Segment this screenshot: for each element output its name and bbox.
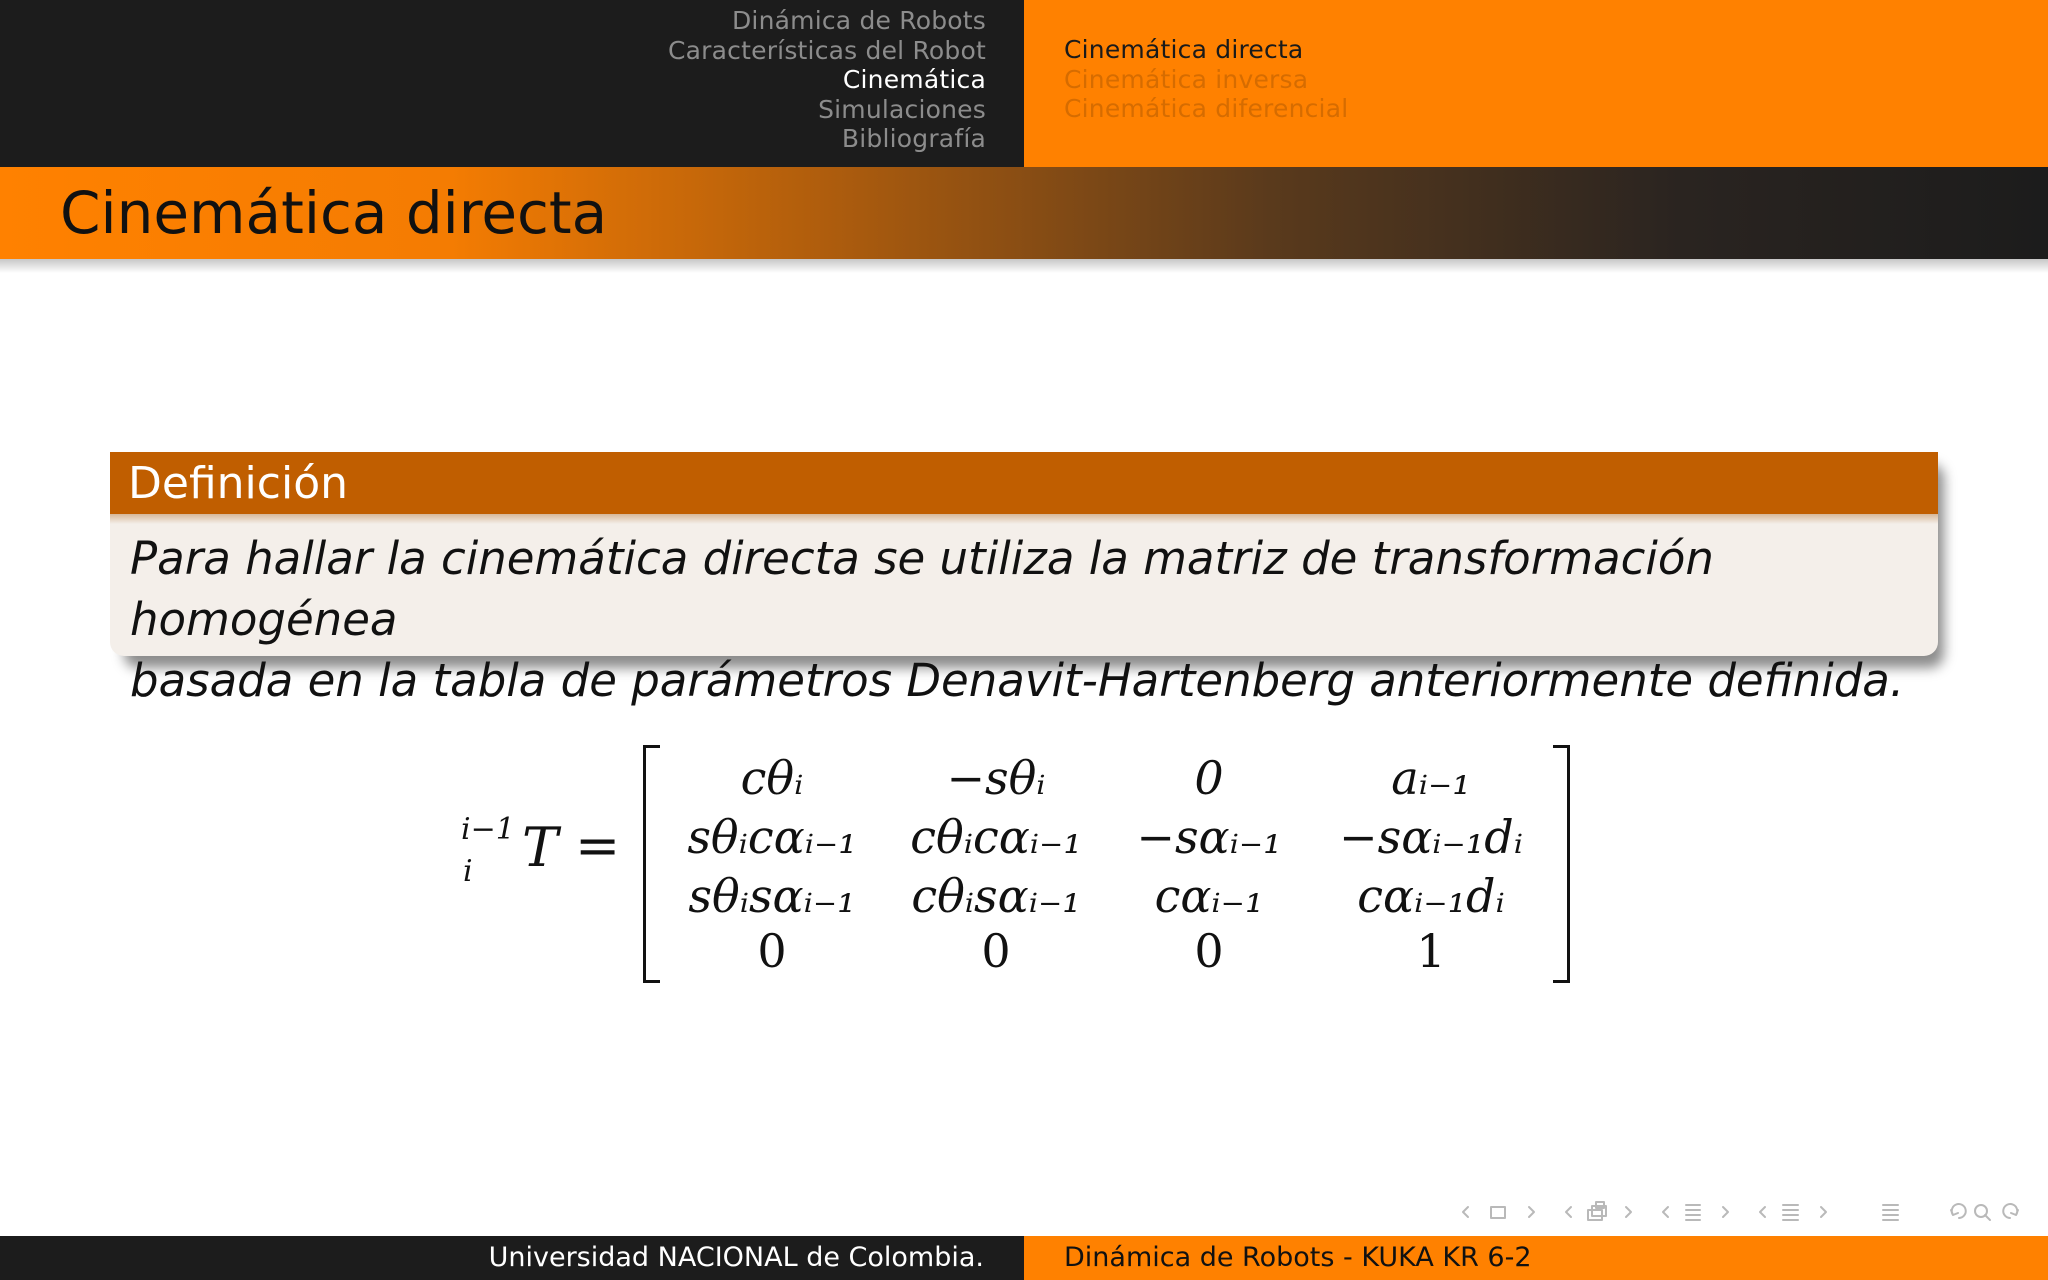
matrix-cell-r3-c2: cθᵢsαᵢ₋₁ [911, 869, 1081, 923]
subsection-nav [1024, 0, 2048, 167]
transformation-equation [0, 740, 2048, 980]
matrix-cell-r2-c1: sθᵢcαᵢ₋₁ [687, 810, 857, 864]
subsection-icon[interactable] [1588, 1202, 1606, 1220]
matrix-cell-r4-c2: 0 [981, 924, 1011, 978]
matrix-left-bracket [643, 745, 660, 983]
search-icon[interactable] [1975, 1205, 1990, 1220]
prev-subsection-icon[interactable] [1566, 1207, 1571, 1217]
section-icon[interactable] [1686, 1205, 1700, 1220]
frame-title: Cinemática directa [60, 179, 608, 247]
footer-right-panel [1024, 1236, 2048, 1280]
nav-section-simulaciones[interactable]: Simulaciones [818, 94, 986, 124]
prev-frame-icon[interactable] [1463, 1207, 1468, 1217]
definition-block-title: Definición [128, 458, 348, 509]
forward-icon[interactable] [2003, 1204, 2018, 1218]
appendix-icon[interactable] [1883, 1205, 1898, 1220]
nav-section-dinamica[interactable]: Dinámica de Robots [731, 6, 986, 35]
matrix-cell-r2-c3: −sαᵢ₋₁ [1136, 810, 1282, 864]
matrix-cell-r2-c2: cθᵢcαᵢ₋₁ [910, 810, 1082, 864]
matrix-cell-r4-c3: 0 [1194, 924, 1224, 978]
lhs-subscript: i [463, 854, 473, 889]
nav-subsection-inversa[interactable]: Cinemática inversa [1064, 64, 1309, 94]
definition-block [110, 452, 1938, 707]
footer-presentation-title: Dinámica de Robots - KUKA KR 6-2 [1064, 1242, 1532, 1273]
footer-left-panel [0, 1236, 1024, 1280]
matrix-cell-r1-c2: −sθᵢ [946, 751, 1046, 805]
back-icon[interactable] [1951, 1204, 1966, 1218]
definition-text-line-1: Para hallar la cinemática directa se utiliza la matriz de transformación homogénea [130, 532, 1714, 646]
frame-title-bar [0, 167, 2048, 259]
matrix-cell-r3-c1: sθᵢsαᵢ₋₁ [688, 869, 856, 923]
next-presentation-icon[interactable] [1821, 1207, 1826, 1217]
matrix-cell-r1-c4: aᵢ₋₁ [1391, 751, 1471, 805]
next-frame-icon[interactable] [1529, 1207, 1534, 1217]
matrix-cell-r3-c4: cαᵢ₋₁dᵢ [1357, 869, 1505, 923]
subsection-list [1064, 35, 1348, 124]
top-navigation [0, 0, 2048, 167]
nav-subsection-diferencial[interactable]: Cinemática diferencial [1064, 94, 1349, 123]
next-section-icon[interactable] [1723, 1207, 1728, 1217]
nav-section-caracteristicas[interactable]: Características del Robot [668, 35, 986, 65]
nav-section-cinematica[interactable]: Cinemática [842, 65, 986, 94]
matrix-cell-r3-c3: cαᵢ₋₁ [1154, 869, 1264, 923]
matrix-cell-r1-c3: 0 [1194, 751, 1224, 805]
section-list [668, 6, 986, 154]
prev-section-icon[interactable] [1663, 1207, 1668, 1217]
frame-icon[interactable] [1491, 1207, 1505, 1218]
matrix-cell-r4-c1: 0 [757, 924, 787, 978]
matrix-cell-r2-c4: −sαᵢ₋₁dᵢ [1339, 810, 1523, 864]
equals-sign: = [575, 814, 621, 877]
section-nav [0, 0, 1024, 167]
navigation-controls [1458, 1199, 2038, 1227]
matrix-right-bracket [1553, 745, 1570, 983]
definition-block-body [110, 514, 1938, 711]
title-bar-shadow [0, 259, 2048, 273]
nav-section-bibliografia[interactable]: Bibliografía [841, 124, 986, 153]
footer-institution: Universidad NACIONAL de Colombia. [488, 1242, 984, 1273]
lhs-superscript: i−1 [461, 812, 515, 847]
matrix-cell-r1-c1: cθᵢ [740, 751, 804, 805]
definition-block-header [110, 452, 1938, 514]
definition-text-line-2: basada en la tabla de parámetros Denavit-Hartenberg anteriormente definida. [130, 654, 1905, 707]
nav-subsection-directa[interactable]: Cinemática directa [1064, 35, 1304, 64]
lhs-symbol: T [522, 816, 559, 879]
matrix-cell-r4-c4: 1 [1416, 924, 1446, 978]
presentation-icon[interactable] [1783, 1205, 1798, 1220]
next-subsection-icon[interactable] [1626, 1207, 1631, 1217]
prev-presentation-icon[interactable] [1760, 1207, 1765, 1217]
